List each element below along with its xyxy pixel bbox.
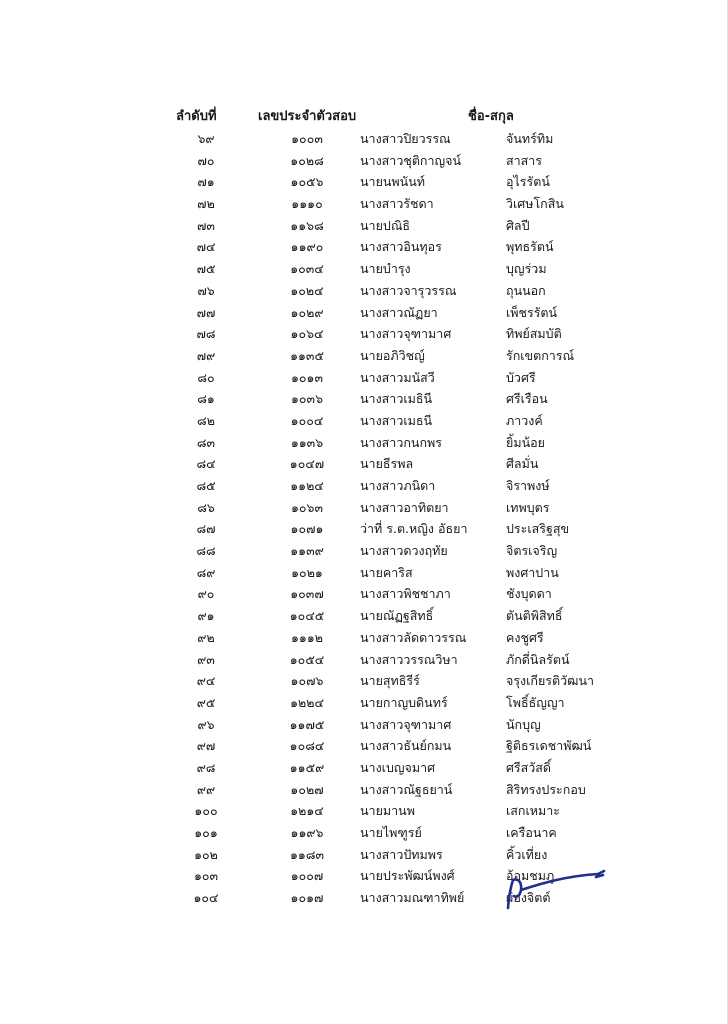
exam-id: ๑๐๔๗ [289,456,325,472]
given-name: นางสาวรัชดา [360,196,434,212]
order-number: ๘๙ [196,564,216,580]
exam-id: ๑๒๑๔ [290,803,324,819]
table-row [0,321,728,343]
exam-id: ๑๑๓๖ [290,434,324,450]
exam-id: ๑๑๓๕ [290,347,324,363]
given-name: ว่าที่ ร.ต.หญิง อัธยา [360,521,468,537]
table-row [0,408,728,430]
table-row [0,495,728,517]
exam-id: ๑๑๑๐ [291,196,323,212]
given-name: นายกาญบดินทร์ [360,694,448,710]
surname: อุไรรัตน์ [506,174,550,190]
exam-id: ๑๑๑๒ [290,629,324,645]
exam-id: ๑๑๙๐ [290,239,324,255]
table-header [0,105,728,127]
exam-id: ๑๒๒๔ [290,694,324,710]
given-name: นางสาวอินทุอร [360,239,442,255]
exam-id: ๑๐๘๔ [289,738,325,754]
given-name: นางสาวณัฐธยาน์ [360,781,453,797]
order-number: ๗๕ [196,261,216,277]
exam-id: ๑๐๑๗ [290,890,324,906]
given-name: นางสาวมณฑาทิพย์ [360,890,465,906]
table-row [0,581,728,603]
table-row [0,126,728,148]
order-number: ๗๙ [196,347,216,363]
exam-id: ๑๐๒๔ [290,282,324,298]
exam-id: ๑๐๓๖ [290,391,324,407]
exam-id: ๑๑๕๙ [289,759,325,775]
header-exam-id: เลขประจำตัวสอบ [258,109,357,124]
table-row [0,538,728,560]
given-name: นายสุทธิรีร์ [360,673,420,689]
given-name: นายอภิวิชญ์ [360,347,425,363]
order-number: ๑๐๑ [194,825,218,840]
surname: ศรีสวัสดิ์ [506,759,552,775]
table-row [0,863,728,885]
given-name: นางสาวเมธนี [360,412,433,428]
order-number: ๑๐๓ [193,868,219,884]
table-row [0,625,728,647]
given-name: นายธีรพล [360,456,414,472]
order-number: ๘๐ [197,369,215,385]
table-row [0,603,728,625]
surname: จิราพงษ์ [506,478,550,493]
given-name: นายไพฑูรย์ [360,825,422,840]
exam-id: ๑๐๑๓ [290,369,324,385]
surname: เทพบุตร [506,499,550,515]
table-row [0,712,728,734]
table-row [0,733,728,755]
order-number: ๘๑ [197,391,215,407]
table-row [0,842,728,864]
order-number: ๗๑ [197,174,215,190]
surname: ทิพย์สมบัติ [506,326,562,342]
table-row [0,690,728,712]
table-row [0,473,728,495]
exam-id: ๑๐๐๓ [291,131,323,146]
surname: ศรีเรือน [506,391,548,407]
order-number: ๙๐ [197,586,215,602]
surname: เครือนาค [506,825,557,840]
table-row [0,148,728,170]
surname: นักบุญ [506,716,541,732]
exam-id: ๑๐๖๔ [290,326,324,342]
order-number: ๘๓ [196,434,216,450]
exam-id: ๑๐๐๗ [290,868,324,884]
candidate-list [0,126,728,907]
given-name: นายนพนันท์ [360,174,426,190]
signature [500,866,610,914]
given-name: นางสาวจารุวรรณ [360,282,457,298]
surname: เพ็ชรรัตน์ [506,304,558,320]
exam-id: ๑๐๒๘ [290,152,324,168]
order-number: ๑๐๐ [194,803,218,819]
order-number: ๑๐๔ [193,890,219,906]
surname: สาสาร [506,152,543,168]
given-name: นางสาวมนัสวี [360,369,435,385]
table-row [0,668,728,690]
surname: ศิลปี [506,217,530,233]
surname: อ้อมชมภู [506,868,555,884]
order-number: ๘๒ [197,412,215,428]
order-number: ๙๘ [196,759,216,775]
given-name: นางสาวปัทมพร [360,846,443,862]
table-row [0,885,728,907]
table-row [0,169,728,191]
order-number: ๘๗ [196,521,216,537]
surname: พุทธรัตน์ [506,239,554,255]
given-name: นายประพัฒน์พงศ์ [360,868,455,884]
given-name: นางสาวลัดดาวรรณ [360,629,467,645]
order-number: ๗๖ [197,282,215,298]
surname: ชังบุดดา [506,586,552,602]
surname: โพธิ์ธัญญา [506,694,565,710]
surname: ถุนนอก [506,282,546,298]
given-name: นางสาวธันย์กมน [360,738,452,754]
header-full-name: ชื่อ-สกุล [468,109,514,124]
order-number: ๙๕ [196,694,216,710]
surname: ศีลมั่น [506,456,539,472]
table-row [0,820,728,842]
order-number: ๙๑ [197,608,215,624]
given-name: นางเบญจมาศ [360,759,436,775]
order-number: ๘๔ [196,456,216,472]
surname: ยิ้มน้อย [506,434,545,450]
given-name: นางสาวจุฑามาศ [360,326,452,342]
surname: วิเศษโกสิน [506,196,564,212]
table-row [0,365,728,387]
exam-id: ๑๑๖๘ [290,217,324,233]
order-number: ๙๓ [197,651,215,667]
exam-id: ๑๑๙๖ [290,825,324,840]
given-name: นางสาวภนิดา [360,478,436,493]
table-row [0,300,728,322]
surname: ประเสริฐสุข [506,521,570,537]
table-row [0,560,728,582]
surname: ผ่องจิตต์ [506,890,551,906]
header-order: ลำดับที่ [176,109,217,124]
order-number: ๑๐๒ [194,846,218,862]
table-row [0,647,728,669]
surname: ตันติพิสิทธิ์ [506,608,563,624]
table-row [0,451,728,473]
given-name: นางสาวพิชชาภา [360,586,451,602]
order-number: ๗๘ [196,326,216,342]
order-number: ๗๗ [196,304,216,320]
order-number: ๗๔ [196,239,216,255]
exam-id: ๑๐๔๕ [289,608,325,624]
order-number: ๘๖ [197,499,215,515]
given-name: นางสาวณัฏยา [360,304,438,320]
given-name: นางสาวดวงฤทัย [360,543,448,559]
order-number: ๖๙ [197,131,215,146]
order-number: ๙๒ [197,629,215,645]
surname: เสกเหมาะ [506,803,560,819]
surname: จรุงเกียรติวัฒนา [506,673,595,689]
table-row [0,343,728,365]
order-number: ๘๘ [196,543,216,559]
exam-id: ๑๐๕๔ [289,651,325,667]
given-name: นางสาวชุติกาญจน์ [360,152,462,168]
exam-id: ๑๐๗๑ [290,521,324,537]
given-name: นางสาววรรณวิษา [360,651,458,667]
table-row [0,798,728,820]
exam-id: ๑๐๓๗ [290,586,324,602]
order-number: ๗๓ [197,217,215,233]
order-number: ๙๙ [196,781,216,797]
order-number: ๗๒ [197,196,215,212]
surname: คิ้วเที่ยง [506,846,548,862]
exam-id: ๑๑๒๔ [290,478,324,493]
table-row [0,386,728,408]
table-row [0,777,728,799]
given-name: นางสาวจุฑามาศ [360,716,452,732]
given-name: นางสาวปิยวรรณ [360,131,451,146]
given-name: นายปณิธิ [360,217,411,233]
exam-id: ๑๐๗๖ [290,673,324,689]
surname: บุญร่วม [506,261,547,277]
exam-id: ๑๐๒๗ [290,781,324,797]
exam-id: ๑๑๗๕ [289,716,325,732]
exam-id: ๑๑๓๙ [290,543,324,559]
given-name: นางสาวอาทิตยา [360,499,449,515]
table-row [0,256,728,278]
surname: บัวศรี [506,369,536,385]
table-row [0,234,728,256]
order-number: ๙๗ [196,738,216,754]
exam-id: ๑๐๖๓ [290,499,324,515]
order-number: ๙๔ [196,673,216,689]
given-name: นางสาวกนกพร [360,434,442,450]
exam-id: ๑๑๘๓ [289,846,325,862]
table-row [0,516,728,538]
table-row [0,430,728,452]
exam-id: ๑๐๒๙ [290,304,324,320]
given-name: นายบำรุง [360,261,411,277]
given-name: นายณัฏฐสิทธิ์ [360,608,434,624]
given-name: นายมานพ [360,803,415,819]
table-row [0,213,728,235]
surname: รักเขตการณ์ [506,347,575,363]
table-row [0,191,728,213]
surname: จันทร์ทิม [506,131,554,146]
surname: ภาวงค์ [506,412,543,428]
surname: คงชูศรี [506,629,544,645]
surname: สิริทรงประกอบ [506,781,586,797]
exam-id: ๑๐๕๖ [290,174,324,190]
exam-id: ๑๐๐๔ [290,412,324,428]
order-number: ๘๕ [196,478,216,493]
table-row [0,755,728,777]
exam-id: ๑๐๒๑ [291,564,323,580]
exam-id: ๑๐๓๔ [290,261,324,277]
surname: ฐิติธรเดชาพัฒน์ [506,738,592,754]
given-name: นายคาริส [360,564,413,580]
given-name: นางสาวเมธินี [360,391,433,407]
order-number: ๙๖ [197,716,215,732]
surname: พงศาปาน [506,564,559,580]
surname: จิตรเจริญ [506,543,558,559]
table-row [0,278,728,300]
surname: ภักดี่นิลรัตน์ [506,651,570,667]
order-number: ๗๐ [197,152,215,168]
